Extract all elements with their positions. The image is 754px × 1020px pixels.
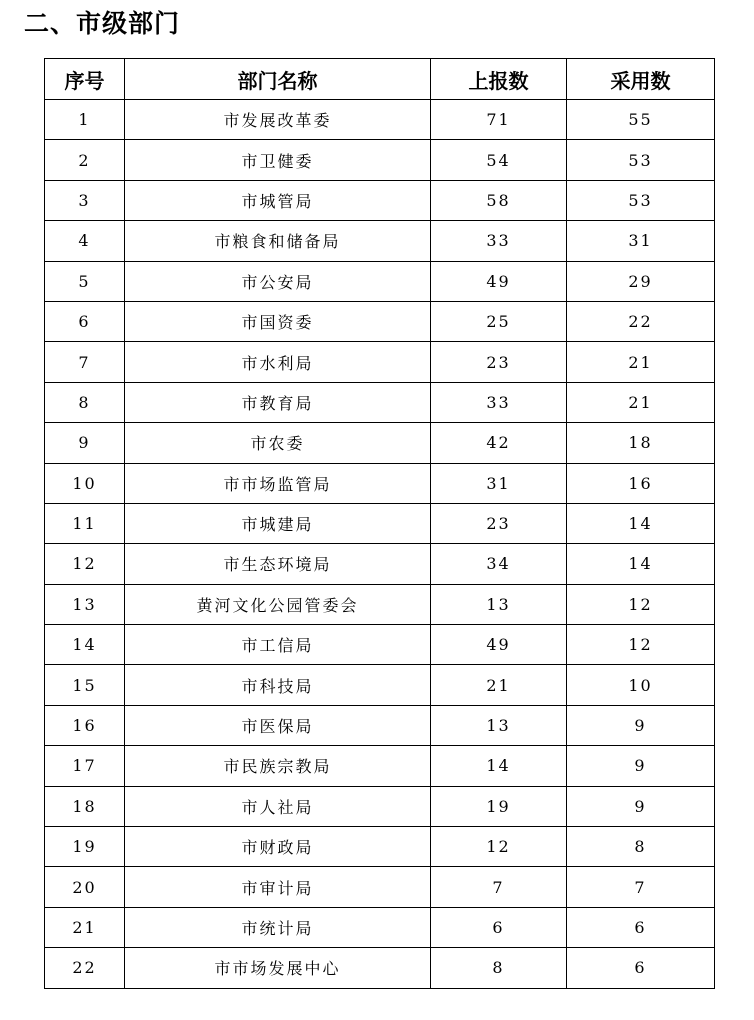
cell-reported-count: 19 (431, 786, 567, 826)
cell-adopted-count: 9 (567, 705, 715, 745)
cell-serial-number: 11 (45, 503, 125, 543)
cell-serial-number: 16 (45, 705, 125, 745)
cell-department-name: 市审计局 (125, 867, 431, 907)
cell-reported-count: 71 (431, 100, 567, 140)
cell-adopted-count: 12 (567, 625, 715, 665)
cell-department-name: 市卫健委 (125, 140, 431, 180)
table-row (45, 705, 715, 745)
cell-reported-count: 7 (431, 867, 567, 907)
table-row (45, 503, 715, 543)
table-row (45, 665, 715, 705)
cell-adopted-count: 55 (567, 100, 715, 140)
cell-department-name: 市市场监管局 (125, 463, 431, 503)
cell-department-name: 市生态环境局 (125, 544, 431, 584)
cell-adopted-count: 18 (567, 423, 715, 463)
table-row (45, 423, 715, 463)
cell-adopted-count: 53 (567, 180, 715, 220)
cell-adopted-count: 53 (567, 140, 715, 180)
table-row (45, 584, 715, 624)
table-row (45, 221, 715, 261)
header-serial-number: 序号 (45, 59, 125, 100)
section-title: 二、市级部门 (24, 9, 181, 38)
cell-adopted-count: 21 (567, 382, 715, 422)
cell-department-name: 市市场发展中心 (125, 948, 431, 988)
table-row (45, 746, 715, 786)
cell-adopted-count: 16 (567, 463, 715, 503)
header-reported-count: 上报数 (431, 59, 567, 100)
table-row (45, 180, 715, 220)
cell-adopted-count: 6 (567, 907, 715, 947)
cell-adopted-count: 7 (567, 867, 715, 907)
cell-department-name: 市人社局 (125, 786, 431, 826)
cell-serial-number: 1 (45, 100, 125, 140)
cell-department-name: 市统计局 (125, 907, 431, 947)
cell-adopted-count: 9 (567, 746, 715, 786)
cell-department-name: 市城管局 (125, 180, 431, 220)
cell-reported-count: 14 (431, 746, 567, 786)
cell-department-name: 市国资委 (125, 301, 431, 341)
cell-reported-count: 23 (431, 503, 567, 543)
table-row (45, 786, 715, 826)
cell-adopted-count: 29 (567, 261, 715, 301)
cell-reported-count: 23 (431, 342, 567, 382)
cell-serial-number: 15 (45, 665, 125, 705)
cell-reported-count: 8 (431, 948, 567, 988)
cell-serial-number: 18 (45, 786, 125, 826)
table-row (45, 625, 715, 665)
cell-adopted-count: 31 (567, 221, 715, 261)
cell-adopted-count: 22 (567, 301, 715, 341)
cell-reported-count: 49 (431, 625, 567, 665)
cell-adopted-count: 8 (567, 827, 715, 867)
cell-reported-count: 58 (431, 180, 567, 220)
table-row (45, 301, 715, 341)
cell-reported-count: 21 (431, 665, 567, 705)
cell-serial-number: 4 (45, 221, 125, 261)
cell-adopted-count: 12 (567, 584, 715, 624)
cell-serial-number: 8 (45, 382, 125, 422)
table-body (45, 100, 715, 989)
cell-department-name: 市水利局 (125, 342, 431, 382)
cell-serial-number: 22 (45, 948, 125, 988)
table-row (45, 867, 715, 907)
cell-department-name: 黄河文化公园管委会 (125, 584, 431, 624)
cell-department-name: 市教育局 (125, 382, 431, 422)
table-row (45, 382, 715, 422)
cell-department-name: 市农委 (125, 423, 431, 463)
table-header-row (45, 59, 715, 100)
cell-adopted-count: 14 (567, 503, 715, 543)
cell-reported-count: 13 (431, 584, 567, 624)
cell-reported-count: 12 (431, 827, 567, 867)
cell-department-name: 市科技局 (125, 665, 431, 705)
table-row (45, 342, 715, 382)
cell-reported-count: 54 (431, 140, 567, 180)
cell-reported-count: 33 (431, 382, 567, 422)
cell-adopted-count: 10 (567, 665, 715, 705)
header-adopted-count: 采用数 (567, 59, 715, 100)
cell-serial-number: 10 (45, 463, 125, 503)
cell-reported-count: 6 (431, 907, 567, 947)
table-row (45, 907, 715, 947)
header-department-name: 部门名称 (125, 59, 431, 100)
table-row (45, 827, 715, 867)
cell-adopted-count: 9 (567, 786, 715, 826)
cell-serial-number: 13 (45, 584, 125, 624)
cell-serial-number: 9 (45, 423, 125, 463)
cell-department-name: 市粮食和储备局 (125, 221, 431, 261)
cell-reported-count: 42 (431, 423, 567, 463)
cell-serial-number: 19 (45, 827, 125, 867)
cell-reported-count: 25 (431, 301, 567, 341)
cell-serial-number: 3 (45, 180, 125, 220)
table-row (45, 463, 715, 503)
cell-serial-number: 5 (45, 261, 125, 301)
department-table (44, 58, 715, 989)
cell-serial-number: 2 (45, 140, 125, 180)
cell-adopted-count: 6 (567, 948, 715, 988)
cell-reported-count: 34 (431, 544, 567, 584)
table-row (45, 140, 715, 180)
cell-serial-number: 12 (45, 544, 125, 584)
cell-serial-number: 14 (45, 625, 125, 665)
cell-serial-number: 21 (45, 907, 125, 947)
cell-department-name: 市医保局 (125, 705, 431, 745)
table-row (45, 544, 715, 584)
cell-serial-number: 6 (45, 301, 125, 341)
cell-serial-number: 17 (45, 746, 125, 786)
cell-department-name: 市工信局 (125, 625, 431, 665)
table-row (45, 261, 715, 301)
cell-adopted-count: 14 (567, 544, 715, 584)
cell-reported-count: 49 (431, 261, 567, 301)
table-row (45, 100, 715, 140)
cell-serial-number: 20 (45, 867, 125, 907)
cell-department-name: 市财政局 (125, 827, 431, 867)
table-row (45, 948, 715, 988)
cell-department-name: 市城建局 (125, 503, 431, 543)
cell-reported-count: 31 (431, 463, 567, 503)
cell-adopted-count: 21 (567, 342, 715, 382)
cell-serial-number: 7 (45, 342, 125, 382)
cell-department-name: 市发展改革委 (125, 100, 431, 140)
cell-reported-count: 33 (431, 221, 567, 261)
cell-reported-count: 13 (431, 705, 567, 745)
cell-department-name: 市民族宗教局 (125, 746, 431, 786)
cell-department-name: 市公安局 (125, 261, 431, 301)
